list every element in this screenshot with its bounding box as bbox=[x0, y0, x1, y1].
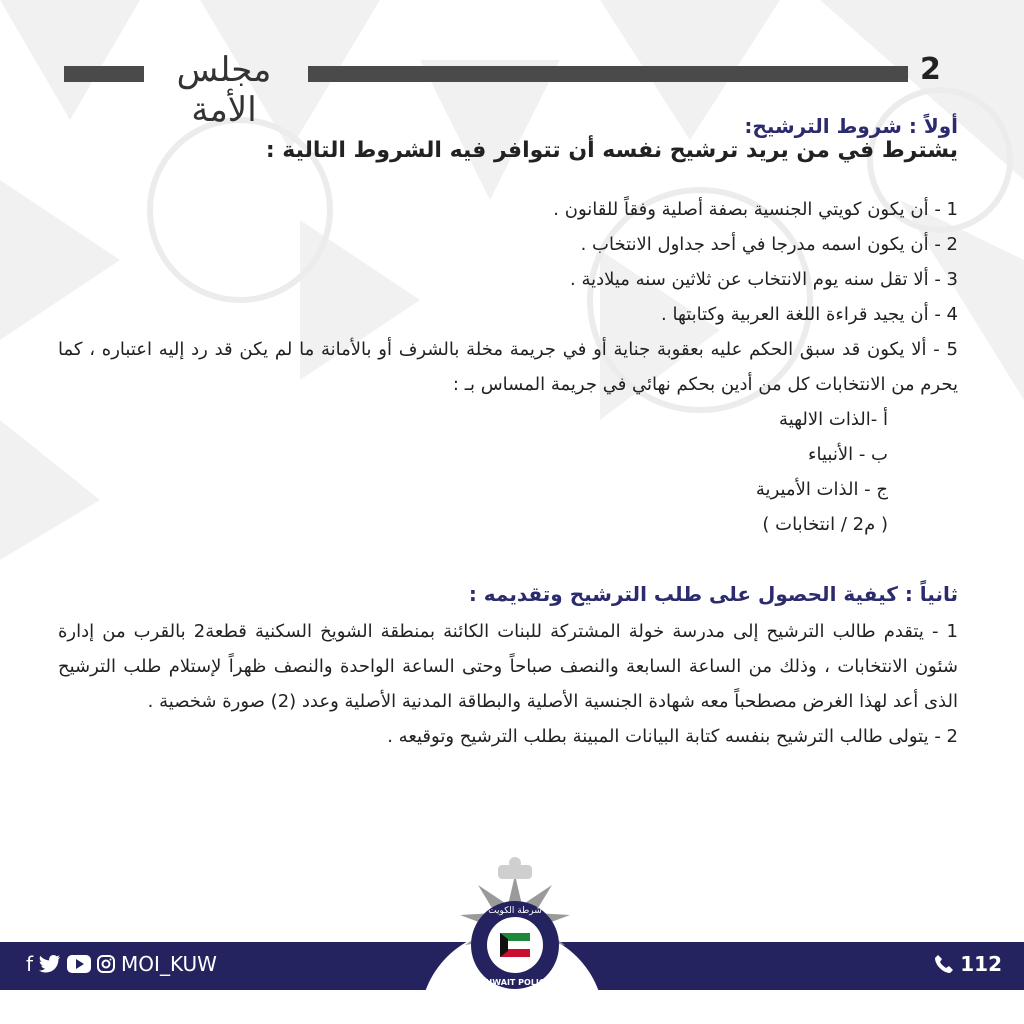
header-logo: مجلس الأمة bbox=[176, 50, 272, 130]
step-item: 2 - يتولى طالب الترشيح بنفسه كتابة البيانات المبينة بطلب الترشيح وتوقيعه . bbox=[387, 726, 958, 747]
emblem-arabic-text: شرطة الكويت bbox=[488, 906, 542, 916]
section2-title: ثانياً : كيفية الحصول على طلب الترشيح وتقديمه : bbox=[468, 582, 958, 606]
social-handle[interactable]: MOI_KUW bbox=[121, 952, 217, 976]
hotline-number[interactable]: 112 bbox=[960, 952, 1002, 976]
instagram-icon[interactable] bbox=[97, 955, 115, 973]
kuwait-police-emblem bbox=[440, 845, 590, 1015]
youtube-icon[interactable] bbox=[67, 955, 91, 973]
section1-intro: يشترط في من يريد ترشيح نفسه أن تتوافر فيه الشروط التالية : bbox=[265, 138, 958, 163]
subitem: ب - الأنبياء bbox=[808, 444, 888, 465]
step-item: 1 - يتقدم طالب الترشيح إلى مدرسة خولة المشتركة للبنات الكائنة بمنطقة الشويخ السكنية قطعة2 بالقرب من إدارة شئون الانتخابات ، وذلك من الساعة السابعة والنصف صباحاً وحتى الساعة الواحدة والنصف ظهراً لإستلام طلب الترشيح الذى أعد لهذا الغرض مصطحباً معه شهادة الجنسية الأصلية والبطاقة المدنية الأصلية وعدد (2) صورة شخصية . bbox=[58, 621, 958, 712]
condition-item: 4 - أن يجيد قراءة اللغة العربية وكتابتها . bbox=[661, 304, 958, 325]
phone-icon bbox=[934, 954, 954, 974]
header-bar-left bbox=[64, 66, 144, 82]
condition-item: 5 - ألا يكون قد سبق الحكم عليه بعقوبة جناية أو في جريمة مخلة بالشرف أو بالأمانة ما لم يكن قد رد إليه اعتباره ، كما يحرم من الانتخابات كل من أدين بحكم نهائي في جريمة المساس بـ : bbox=[58, 339, 958, 395]
header-bar-right bbox=[308, 66, 908, 82]
section-application bbox=[58, 582, 958, 754]
facebook-icon[interactable]: f bbox=[26, 952, 34, 976]
emblem-english-text: KUWAIT POLICE bbox=[479, 978, 551, 987]
conditions-list bbox=[58, 192, 958, 542]
subitem: ج - الذات الأميرية bbox=[755, 479, 888, 500]
section-conditions bbox=[58, 114, 958, 163]
condition-item: 1 - أن يكون كويتي الجنسية بصفة أصلية وفقاً للقانون . bbox=[553, 199, 958, 220]
section1-title: أولاً : شروط الترشيح: bbox=[744, 114, 958, 138]
condition-item: 2 - أن يكون اسمه مدرجا في أحد جداول الانتخاب . bbox=[580, 234, 958, 255]
subitem: أ -الذات الالهية bbox=[779, 409, 888, 430]
condition-item: 3 - ألا تقل سنه يوم الانتخاب عن ثلاثين سنه ميلادية . bbox=[570, 269, 958, 290]
social-links bbox=[26, 952, 217, 976]
twitter-icon[interactable] bbox=[39, 955, 61, 973]
hotline bbox=[934, 952, 1002, 976]
page-number: 2 bbox=[920, 52, 941, 87]
legal-reference: ( م2 / انتخابات ) bbox=[762, 514, 888, 535]
